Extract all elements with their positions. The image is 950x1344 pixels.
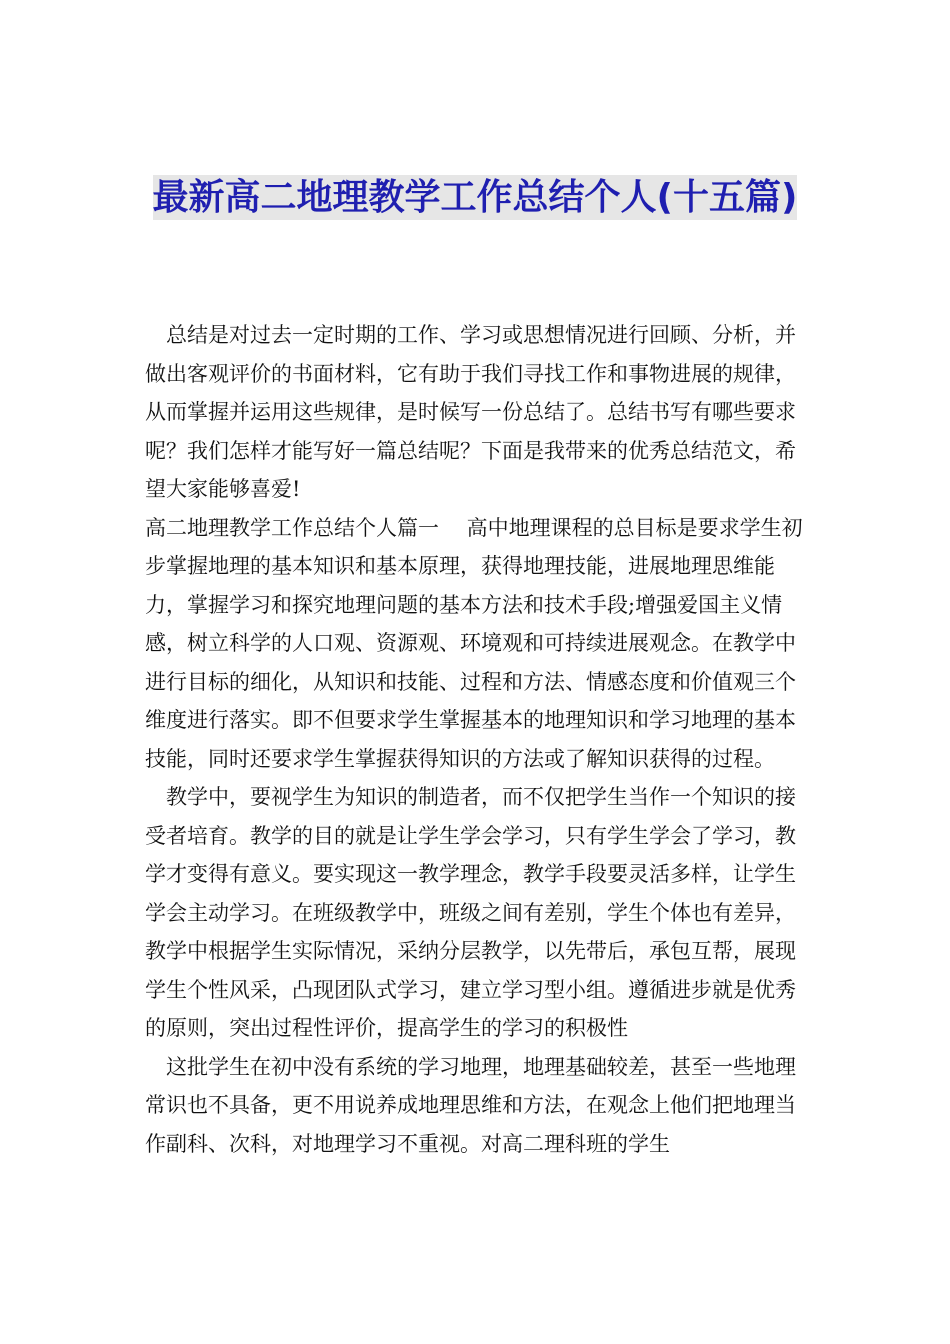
paragraph-teaching: 教学中，要视学生为知识的制造者，而不仅把学生当作一个知识的接受者培育。教学的目的就是让学生学会学习，只有学生学会了学习，教学才变得有意义。要实现这一教学理念，教学手段要灵活多样，让学生学会主动学习。在班级教学中，班级之间有差别，学生个体也有差异，教学中根据学生实际情况，采纳分层教学，以先带后，承包互帮，展现学生个性风采，凸现团队式学习，建立学习型小组。遵循进步就是优秀的原则，突出过程性评价，提高学生的学习的积极性 (145, 785, 796, 1040)
document-title-text: 最新高二地理教学工作总结个人(十五篇) (152, 177, 798, 218)
paragraph-section-one: 高二地理教学工作总结个人篇一 高中地理课程的总目标是要求学生初步掌握地理的基本知识和基本原理，获得地理技能，进展地理思维能力，掌握学习和探究地理问题的基本方法和技术手段;增强爱国主义情感，树立科学的人口观、资源观、环境观和可持续进展观念。在教学中进行目标的细化，从知识和技能、过程和方法、情感态度和价值观三个维度进行落实。即不但要求学生掌握基本的地理知识和学习地理的基本技能，同时还要求学生掌握获得知识的方法或了解知识获得的过程。 (145, 515, 803, 771)
paragraph-students: 这批学生在初中没有系统的学习地理，地理基础较差，甚至一些地理常识也不具备，更不用说养成地理思维和方法，在观念上他们把地理当作副科、次科，对地理学习不重视。对高二理科班的学生 (145, 1054, 796, 1156)
document-body (145, 316, 810, 1163)
document-title (120, 172, 830, 224)
paragraph-intro: 总结是对过去一定时期的工作、学习或思想情况进行回顾、分析，并做出客观评价的书面材料，它有助于我们寻找工作和事物进展的规律，从而掌握并运用这些规律，是时候写一份总结了。总结书写有哪些要求呢？我们怎样才能写好一篇总结呢？下面是我带来的优秀总结范文，希望大家能够喜爱! (145, 323, 796, 501)
